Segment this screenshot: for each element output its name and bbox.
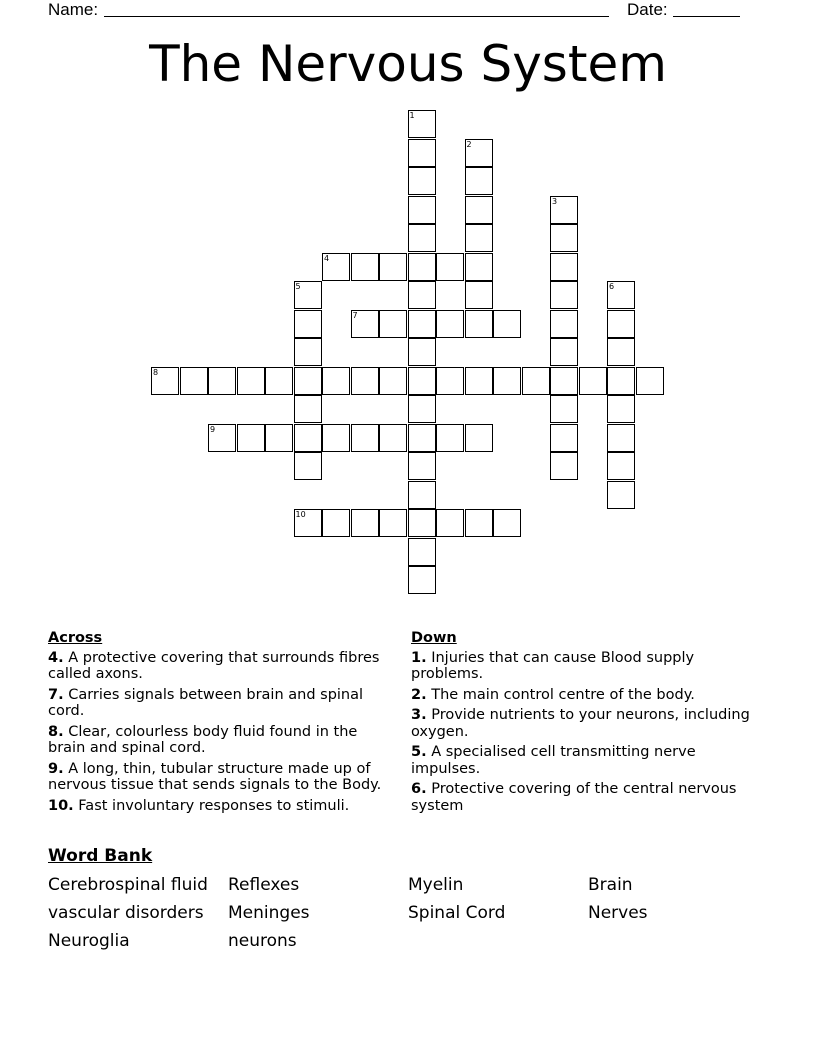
cell-number: 7 — [352, 310, 358, 320]
crossword-cell[interactable] — [436, 367, 464, 395]
crossword-cell[interactable] — [436, 310, 464, 338]
crossword-cell[interactable] — [465, 509, 493, 537]
across-clue — [48, 650, 393, 683]
down-clue — [411, 744, 756, 777]
clue-number: 6. — [411, 781, 427, 797]
crossword-cell[interactable] — [408, 338, 436, 366]
clue-text: A specialised cell transmitting nerve impulses. — [411, 744, 696, 777]
crossword-cell[interactable] — [465, 367, 493, 395]
clue-number: 4. — [48, 649, 64, 666]
crossword-cell[interactable] — [351, 367, 379, 395]
word-bank-word: vascular disorders — [48, 903, 204, 923]
word-bank-word: neurons — [228, 931, 297, 951]
crossword-cell[interactable] — [550, 367, 578, 395]
crossword-cell[interactable] — [408, 196, 436, 224]
crossword-cell[interactable] — [294, 367, 322, 395]
crossword-cell[interactable] — [550, 253, 578, 281]
word-bank-word: Cerebrospinal fluid — [48, 875, 208, 895]
crossword-cell[interactable] — [408, 395, 436, 423]
clue-text: A protective covering that surrounds fibres called axons. — [48, 649, 380, 682]
crossword-cell[interactable] — [322, 424, 350, 452]
clue-text: The main control centre of the body. — [431, 686, 695, 703]
crossword-cell[interactable] — [436, 253, 464, 281]
clue-number: 2. — [411, 686, 427, 703]
crossword-cell[interactable] — [550, 338, 578, 366]
down-clue — [411, 687, 756, 704]
crossword-cell[interactable] — [408, 139, 436, 167]
clue-text: Carries signals between brain and spinal cord. — [48, 686, 364, 719]
crossword-cell[interactable] — [465, 310, 493, 338]
clue-number: 3. — [411, 707, 427, 723]
crossword-cell[interactable] — [408, 538, 436, 566]
crossword-cell[interactable] — [579, 367, 607, 395]
word-bank-word: Spinal Cord — [408, 903, 506, 923]
cell-number: 1 — [409, 111, 415, 120]
crossword-cell[interactable] — [351, 509, 379, 537]
crossword-cell[interactable] — [408, 310, 436, 338]
down-clue — [411, 707, 756, 740]
crossword-cell[interactable] — [550, 395, 578, 423]
date-label: Date: — [627, 0, 668, 19]
word-bank-word: Reflexes — [228, 875, 300, 895]
clue-text: Injuries that can cause Blood supply problems. — [411, 649, 695, 682]
down-clues — [411, 630, 756, 818]
clue-text: Clear, colourless body fluid found in the brain and spinal cord. — [48, 723, 358, 756]
across-clues — [48, 630, 393, 818]
crossword-cell[interactable] — [550, 224, 578, 252]
crossword-cell[interactable] — [607, 395, 635, 423]
cell-number: 9 — [210, 424, 216, 434]
crossword-cell[interactable] — [294, 310, 322, 338]
cell-number: 6 — [609, 282, 615, 291]
clue-number: 9. — [48, 760, 64, 777]
word-bank-word: Meninges — [228, 903, 310, 923]
cell-number: 10 — [295, 510, 306, 519]
crossword-cell[interactable] — [465, 281, 493, 309]
crossword-cell[interactable] — [607, 310, 635, 338]
crossword-cell[interactable] — [237, 424, 265, 452]
clue-text: Fast involuntary responses to stimuli. — [78, 797, 350, 814]
word-bank-title: Word Bank — [48, 846, 153, 866]
crossword-cell[interactable] — [294, 452, 322, 480]
clue-text: Provide nutrients to your neurons, including oxygen. — [411, 707, 750, 740]
name-label: Name: — [48, 0, 99, 19]
crossword-cell[interactable] — [522, 367, 550, 395]
down-heading: Down — [411, 630, 457, 646]
crossword-cell[interactable] — [379, 424, 407, 452]
crossword-cell[interactable] — [493, 310, 521, 338]
crossword-cell[interactable] — [151, 367, 179, 395]
across-clue — [48, 798, 393, 815]
clue-number: 8. — [48, 723, 64, 740]
crossword-cell[interactable] — [379, 253, 407, 281]
cell-number: 4 — [324, 253, 330, 263]
crossword-cell[interactable] — [294, 338, 322, 366]
crossword-cell[interactable] — [379, 310, 407, 338]
across-clue — [48, 724, 393, 757]
cell-number: 5 — [295, 282, 301, 291]
crossword-cell[interactable] — [208, 367, 236, 395]
clue-number: 1. — [411, 649, 427, 666]
crossword-cell[interactable] — [408, 253, 436, 281]
crossword-cell[interactable] — [322, 367, 350, 395]
crossword-cell[interactable] — [436, 424, 464, 452]
across-clue — [48, 687, 393, 720]
crossword-cell[interactable] — [408, 481, 436, 509]
crossword-cell[interactable] — [550, 281, 578, 309]
word-bank-word: Myelin — [408, 875, 464, 895]
crossword-cell[interactable] — [322, 253, 350, 281]
crossword-cell[interactable] — [408, 224, 436, 252]
crossword-cell[interactable] — [408, 367, 436, 395]
crossword-cell[interactable] — [465, 253, 493, 281]
crossword-cell[interactable] — [408, 452, 436, 480]
crossword-cell[interactable] — [550, 452, 578, 480]
crossword-cell[interactable] — [408, 167, 436, 195]
crossword-cell[interactable] — [408, 509, 436, 537]
clue-number: 5. — [411, 744, 427, 760]
crossword-cell[interactable] — [180, 367, 208, 395]
crossword-cell[interactable] — [237, 367, 265, 395]
cell-number: 2 — [466, 139, 472, 149]
crossword-cell[interactable] — [408, 110, 436, 138]
crossword-cell[interactable] — [351, 310, 379, 338]
crossword-cell[interactable] — [465, 139, 493, 167]
crossword-cell[interactable] — [465, 424, 493, 452]
clue-text: A long, thin, tubular structure made up of nervous tissue that sends signals to the Body. — [48, 760, 382, 793]
crossword-cell[interactable] — [208, 424, 236, 452]
across-clue — [48, 761, 393, 794]
crossword-cell[interactable] — [294, 281, 322, 309]
word-bank-word: Nerves — [588, 903, 648, 923]
crossword-cell[interactable] — [322, 509, 350, 537]
crossword-cell[interactable] — [408, 566, 436, 594]
crossword-cell[interactable] — [265, 424, 293, 452]
crossword-cell[interactable] — [636, 367, 664, 395]
cell-number: 8 — [153, 367, 159, 377]
down-clue — [411, 781, 756, 814]
crossword-cell[interactable] — [294, 509, 322, 537]
cell-number: 3 — [552, 196, 558, 206]
crossword-cell[interactable] — [379, 367, 407, 395]
crossword-cell[interactable] — [408, 424, 436, 452]
crossword-cell[interactable] — [550, 196, 578, 224]
crossword-cell[interactable] — [465, 224, 493, 252]
crossword-cell[interactable] — [379, 509, 407, 537]
crossword-cell[interactable] — [607, 281, 635, 309]
crossword-cell[interactable] — [493, 367, 521, 395]
crossword-cell[interactable] — [436, 509, 464, 537]
word-bank-word: Brain — [588, 875, 633, 895]
word-bank-word: Neuroglia — [48, 931, 130, 951]
crossword-cell[interactable] — [294, 424, 322, 452]
crossword-cell[interactable] — [607, 338, 635, 366]
crossword-cell[interactable] — [550, 310, 578, 338]
crossword-cell[interactable] — [465, 167, 493, 195]
crossword-cell[interactable] — [351, 424, 379, 452]
crossword-cell[interactable] — [607, 481, 635, 509]
page-title: The Nervous System — [149, 35, 667, 93]
crossword-cell[interactable] — [351, 253, 379, 281]
clue-number: 7. — [48, 686, 64, 703]
down-clue — [411, 650, 756, 683]
crossword-cell[interactable] — [294, 395, 322, 423]
clue-number: 10. — [48, 797, 74, 814]
across-heading: Across — [48, 630, 103, 646]
crossword-cell[interactable] — [493, 509, 521, 537]
clue-text: Protective covering of the central nervous system — [411, 781, 737, 814]
crossword-cell[interactable] — [465, 196, 493, 224]
crossword-cell[interactable] — [607, 424, 635, 452]
crossword-cell[interactable] — [607, 367, 635, 395]
crossword-cell[interactable] — [550, 424, 578, 452]
crossword-cell[interactable] — [408, 281, 436, 309]
crossword-cell[interactable] — [265, 367, 293, 395]
crossword-cell[interactable] — [607, 452, 635, 480]
